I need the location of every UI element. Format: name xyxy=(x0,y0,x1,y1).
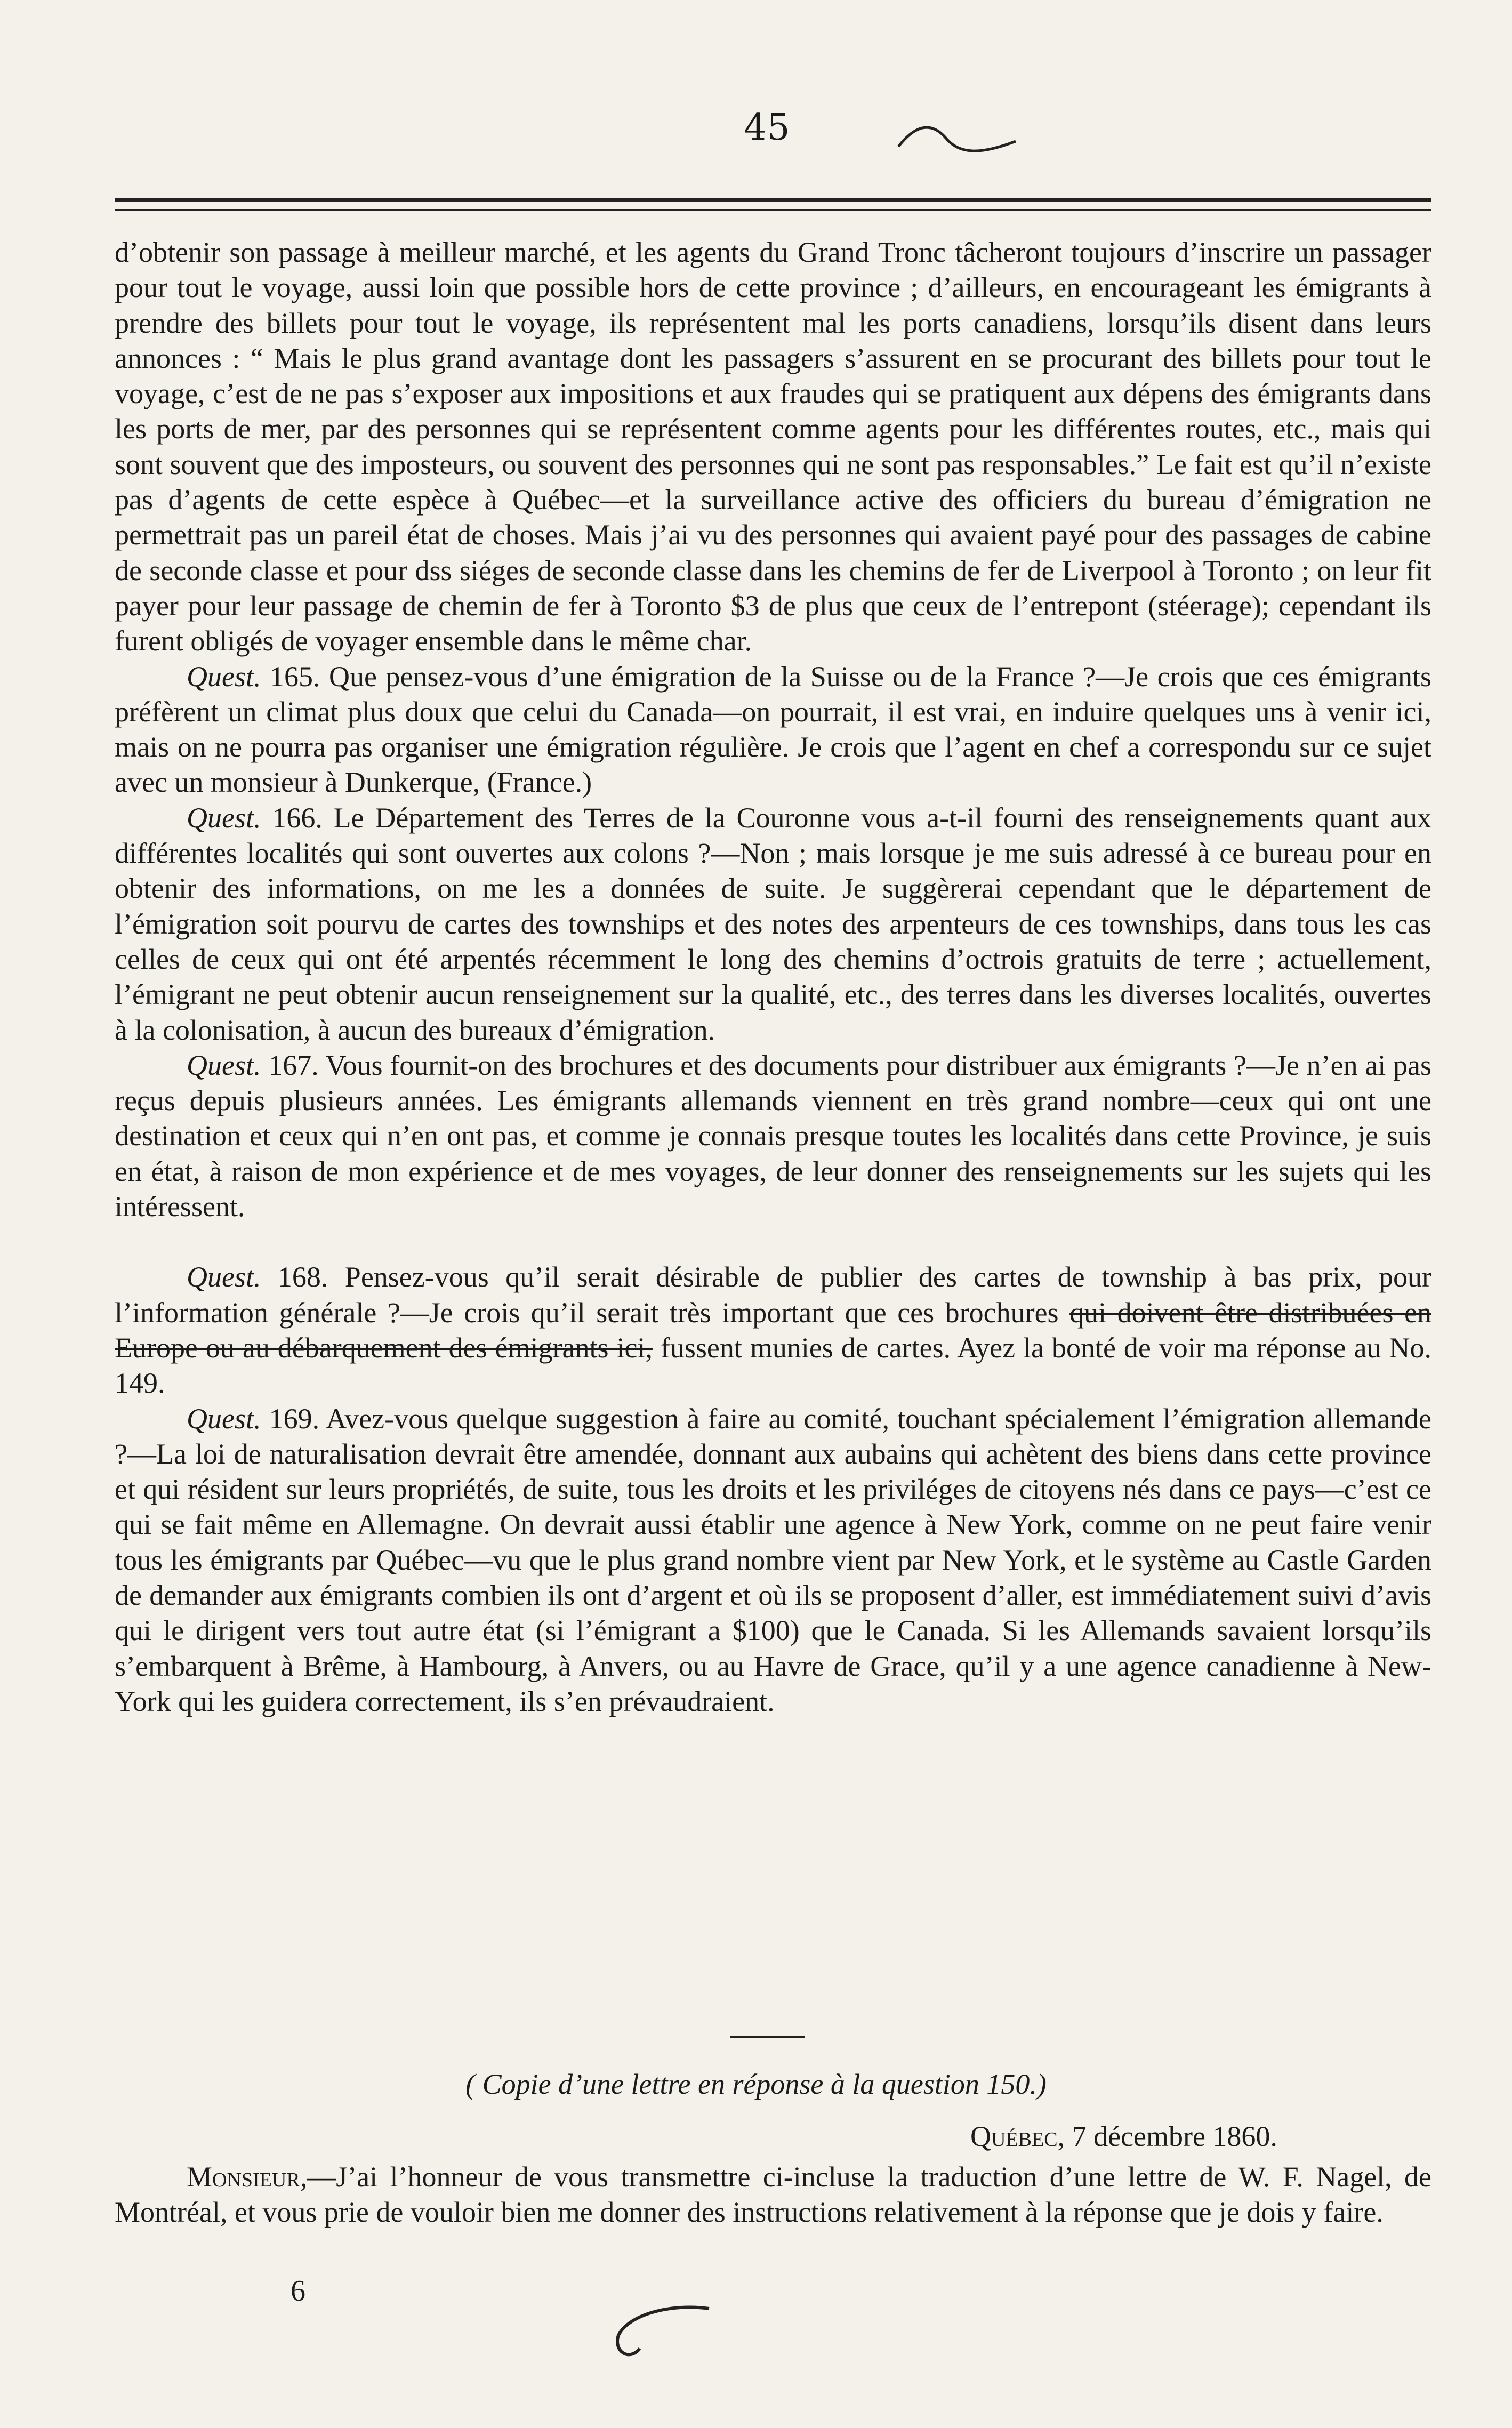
question-number: 169. xyxy=(269,1402,320,1435)
page-number: 45 xyxy=(744,107,790,149)
question-165 xyxy=(115,659,1431,800)
question-number: 166. xyxy=(272,801,323,834)
dateline-date: 7 décembre 1860. xyxy=(1065,2120,1277,2152)
question-text: Que pensez-vous d’une émigration de la Suisse ou de la France ?—Je crois que ces émigrants préfèrent un climat plus doux que celui du Canada—on pourrait, il est vrai, en induire quelques uns à venir ici, mais on ne pourra pas organiser une émigration régulière. Je crois que l’agent en chef a correspondu sur ce sujet avec un monsieur à Dunkerque, (France.) xyxy=(115,660,1432,799)
question-text: Avez-vous quelque suggestion à faire au comité, touchant spécialement l’émigration allemande ?—La loi de naturalisation devrait être amendée, donnant aux aubains qui achètent des biens dans cette province et qui résident sur leurs propriétés, de suite, tous les droits et les priviléges de citoyens nés dans ce pays—c’est ce qui se fait même en Allemagne. On devrait aussi établir une agence à New York, comme on ne peut faire venir tous les émigrants par Québec—vu que le plus grand nombre vient par New York, et le système au Castle Garden de demander aux émigrants combien ils ont d’argent et où ils se proposent d’aller, est immédiatement suivi d’avis qui le dirigent vers tout autre état (si l’émigrant a $100) que le Canada. Si les Allemands savaient lorsqu’ils s’embarquent à Brême, à Hambourg, à Anvers, ou au Havre de Grace, qu’il y a une agence canadienne à New-York qui les guidera correctement, ils s’en prévaudraient. xyxy=(115,1402,1431,1717)
dateline-place: Québec, xyxy=(970,2120,1065,2152)
question-label: Quest. xyxy=(187,801,261,834)
question-text: Vous fournit-on des brochures et des documents pour distribuer aux émigrants ?—Je n’en ai pas reçus depuis plusieurs années. Les émigrants allemands viennent en très grand nombre—ceux qui ont une destination et ceux qui n’en ont pas, et comme je connais presque toutes les localités dans cette Province, je suis en état, à raison de mon expérience et de mes voyages, de leur donner des renseignements sur les sujets qui les intéressent. xyxy=(115,1049,1431,1223)
question-167 xyxy=(115,1048,1431,1224)
question-text: Le Département des Terres de la Couronne vous a-t-il fourni des renseignements quant aux différentes localités qui sont ouvertes aux colons ?—Non ; mais lorsque je me suis adressé à ce bureau pour en obtenir des informations, on me les a données de suite. Je suggèrerai cependant que le département de l’émigration soit pourvu de cartes des townships et des notes des arpenteurs de ces townships, dans tous les cas celles de ceux qui ont été arpentés récemment le long des chemins d’octrois gratuits de terre ; actuellement, l’émigrant ne peut obtenir aucun renseignement sur la qualité, etc., des terres dans les diverses localités, ouvertes à la colonisation, à aucun des bureaux d’émigration. xyxy=(115,801,1431,1046)
header-rule-top xyxy=(115,198,1431,202)
letter-salutation: Monsieur, xyxy=(187,2161,308,2193)
question-label: Quest. xyxy=(187,1261,261,1293)
question-169 xyxy=(115,1401,1431,1719)
question-label: Quest. xyxy=(187,1402,261,1435)
document-body xyxy=(115,235,1431,1719)
letter-caption: ( Copie d’une lettre en réponse à la question 150.) xyxy=(465,2068,1047,2100)
letter-text: —J’ai l’honneur de vous transmettre ci-incluse la traduction d’une lettre de W. F. Nagel, de Montréal, et vous prie de vouloir bien me donner des instructions relativement à la réponse que je dois y faire. xyxy=(115,2161,1431,2229)
paragraph-intro: d’obtenir son passage à meilleur marché, et les agents du Grand Tronc tâcheront toujours d’inscrire un passager pour tout le voyage, aussi loin que possible hors de cette province ; d’ailleurs, en encourageant les émigrants à prendre des billets pour tout le voyage, ils représentent mal les ports canadiens, lorsqu’ils disent dans leurs annonces : “ Mais le plus grand avantage dont les passagers s’assurent en se procurant des billets pour tout le voyage, c’est de ne pas s’exposer aux impositions et aux fraudes qui se pratiquent aux dépens des émigrants dans les ports de mer, par des personnes qui se représentent comme agents pour les différentes routes, etc., mais qui sont souvent que des imposteurs, ou souvent des personnes qui ne sont pas responsables.” Le fait est qu’il n’existe pas d’agents de cette espèce à Québec—et la surveillance active des officiers du bureau d’émigration ne permettrait pas un pareil état de choses. Mais j’ai vu des personnes qui avaient payé pour des passages de cabine de seconde classe et pour dss siéges de seconde classe dans les chemins de fer de Liverpool à Toronto ; on leur fit payer pour leur passage de chemin de fer à Toronto $3 de plus que ceux de l’entrepont (stéerage); cependant ils furent obligés de voyager ensemble dans le même char. xyxy=(115,236,1431,657)
handwritten-hook-mark xyxy=(608,2293,714,2367)
question-168 xyxy=(115,1259,1431,1401)
question-number: 168. xyxy=(277,1261,328,1293)
question-number: 167. xyxy=(268,1049,319,1081)
letter-paragraph xyxy=(115,2159,1431,2230)
letter-body xyxy=(115,2159,1431,2230)
question-label: Quest. xyxy=(187,660,261,693)
signature-mark: 6 xyxy=(291,2274,305,2308)
question-number: 165. xyxy=(270,660,320,693)
question-text-continued: fussent munies de cartes. Ayez la bonté de voir ma réponse au No. 149. xyxy=(115,1331,1431,1400)
section-divider xyxy=(730,2036,805,2038)
handwritten-squiggle-mark xyxy=(896,117,1018,155)
dateline xyxy=(970,2120,1277,2153)
question-text: Pensez-vous qu’il serait désirable de publier des cartes de township à bas prix, pour l’information générale ?—Je crois qu’il serait très important que ces brochures xyxy=(115,1261,1432,1329)
question-label: Quest. xyxy=(187,1049,261,1081)
struck-through-text: qui doivent être distribuées en Europe ou au débarquement des émigrants ici, xyxy=(115,1296,1431,1364)
header-rule-bottom xyxy=(115,209,1431,211)
question-166 xyxy=(115,800,1431,1048)
